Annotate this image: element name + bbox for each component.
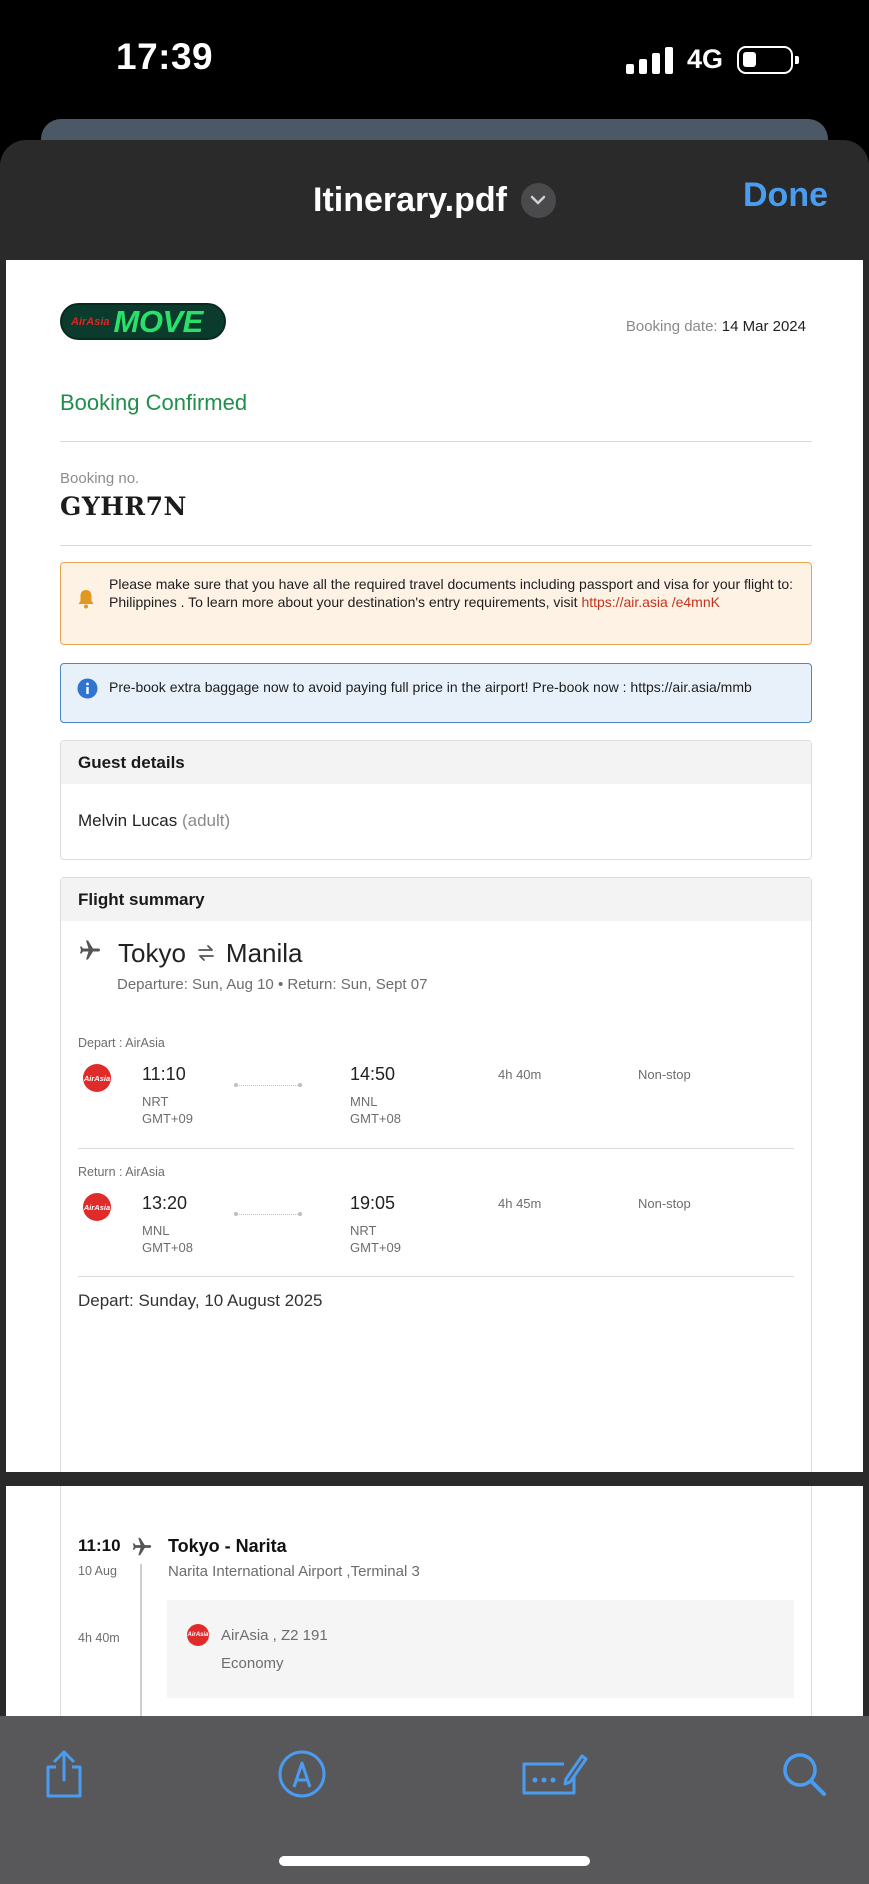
itinerary-detail-card — [60, 1486, 812, 1716]
booking-status: Booking Confirmed — [60, 390, 248, 415]
departure-airport: NRT — [142, 1094, 169, 1109]
depart-leg-label: Depart : AirAsia — [78, 1036, 165, 1050]
travel-documents-warning — [60, 562, 812, 645]
arrival-airport: NRT — [350, 1223, 377, 1238]
info-icon — [77, 678, 99, 703]
stops: Non-stop — [638, 1067, 691, 1082]
search-icon[interactable] — [776, 1746, 832, 1802]
booking-number-label: Booking no. — [60, 470, 140, 487]
divider — [60, 545, 812, 546]
airasia-logo-icon: AirAsia — [187, 1624, 209, 1646]
divider — [78, 1276, 794, 1277]
travel-dates: Departure: Sun, Aug 10 • Return: Sun, Sept 07 — [117, 976, 428, 993]
divider — [60, 441, 812, 442]
route-title — [78, 938, 303, 969]
airplane-icon — [131, 1536, 153, 1563]
round-trip-icon — [196, 938, 216, 969]
segment-duration: 4h 40m — [78, 1631, 120, 1645]
flight-summary-heading: Flight summary — [61, 878, 811, 921]
status-indicators — [626, 44, 793, 75]
segment-departure-date: 10 Aug — [78, 1564, 117, 1578]
network-type: 4G — [686, 44, 723, 74]
return-leg — [78, 1193, 794, 1263]
pdf-page-2 — [6, 1486, 863, 1716]
airasia-logo-icon: AirAsia — [83, 1064, 111, 1092]
flight-info-box — [167, 1600, 794, 1698]
departure-timezone: GMT+09 — [142, 1111, 193, 1126]
flight-summary-card — [60, 877, 812, 1472]
arrival-airport: MNL — [350, 1094, 378, 1109]
timeline-line — [140, 1564, 142, 1716]
return-leg-label: Return : AirAsia — [78, 1165, 165, 1179]
cabin-class: Economy — [221, 1655, 284, 1672]
airline-flight-number: AirAsia , Z2 191 — [221, 1627, 328, 1644]
baggage-info-text: Pre-book extra baggage now to avoid paying full price in the airport! Pre-book now : https://air.asia/mmb — [109, 679, 752, 695]
airplane-icon — [78, 938, 102, 969]
entry-requirements-link[interactable]: https://air.asia /e4mnK — [581, 594, 720, 610]
baggage-info — [60, 663, 812, 723]
arrival-time: 19:05 — [350, 1193, 396, 1213]
booking-number: GYHR7N — [60, 492, 187, 521]
guest-details-card — [60, 740, 812, 860]
document-title-menu[interactable] — [0, 175, 869, 225]
depart-leg — [78, 1064, 794, 1134]
stops: Non-stop — [638, 1196, 691, 1211]
status-time: 17:39 — [116, 36, 214, 77]
bell-icon — [77, 575, 99, 644]
home-indicator[interactable] — [279, 1856, 590, 1866]
departure-date-heading: Depart: Sunday, 10 August 2025 — [78, 1291, 323, 1310]
destination-city: Manila — [225, 938, 303, 968]
departure-time: 13:20 — [142, 1193, 188, 1213]
chevron-down-icon[interactable] — [521, 183, 556, 218]
segment-airport: Narita International Airport ,Terminal 3 — [168, 1563, 420, 1580]
guest-name: Melvin Lucas (adult) — [78, 811, 231, 830]
departure-airport: MNL — [142, 1223, 170, 1238]
guest-details-heading: Guest details — [61, 741, 811, 784]
segment-city: Tokyo - Narita — [168, 1536, 287, 1556]
flight-path-line — [236, 1214, 300, 1215]
pdf-page-1 — [6, 260, 863, 1472]
departure-time: 11:10 — [142, 1064, 186, 1084]
flight-path-line — [236, 1085, 300, 1086]
segment-departure-time: 11:10 — [78, 1536, 121, 1555]
signature-icon[interactable] — [519, 1746, 589, 1802]
battery-icon — [737, 46, 793, 74]
divider — [78, 1148, 794, 1149]
signal-icon — [626, 46, 673, 74]
document-title: Itinerary.pdf — [313, 180, 507, 219]
warning-text: Please make sure that you have all the required travel documents including passport and visa for your flight to: Philippines . To learn more about your destination's entry requirements, visit https://air.asia /e4mnK — [109, 576, 794, 610]
departure-timezone: GMT+08 — [142, 1240, 193, 1255]
arrival-timezone: GMT+08 — [350, 1111, 401, 1126]
markup-pen-icon[interactable] — [274, 1746, 330, 1802]
airasia-logo-icon: AirAsia — [83, 1193, 111, 1221]
share-icon[interactable] — [36, 1746, 92, 1802]
arrival-time: 14:50 — [350, 1064, 396, 1084]
done-button[interactable]: Done — [743, 176, 828, 214]
origin-city: Tokyo — [118, 938, 186, 968]
arrival-timezone: GMT+09 — [350, 1240, 401, 1255]
flight-duration: 4h 45m — [498, 1196, 542, 1211]
flight-duration: 4h 40m — [498, 1067, 542, 1082]
booking-date: Booking date: 14 Mar 2024 — [625, 318, 806, 335]
airasia-move-logo: AirAsia MOVE — [60, 303, 226, 340]
